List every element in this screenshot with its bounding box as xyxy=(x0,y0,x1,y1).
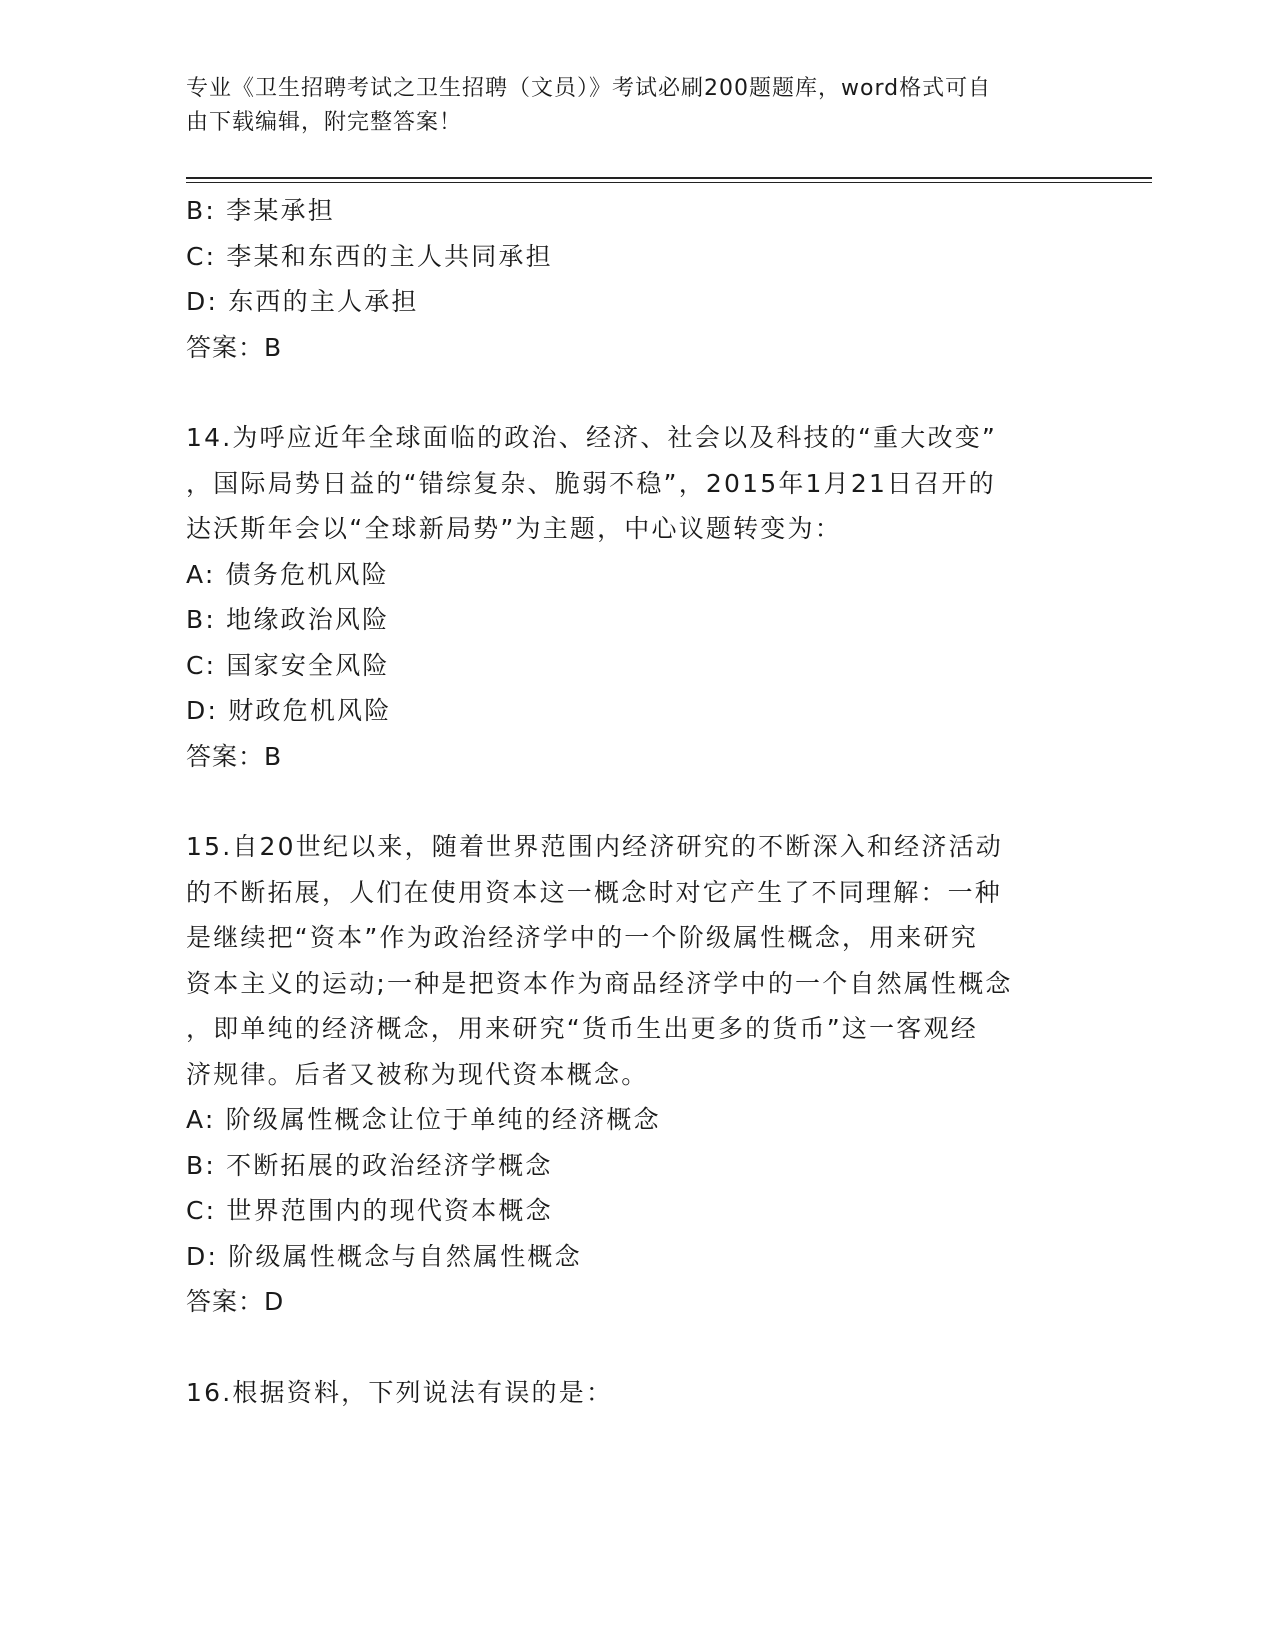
header-divider-thin xyxy=(186,182,1152,183)
option-c: C: 国家安全风险 xyxy=(186,650,390,680)
question-stem-line: 16.根据资料，下列说法有误的是： xyxy=(186,1377,614,1407)
header-line-1: 专业《卫生招聘考试之卫生招聘（文员）》考试必刷200题题库，word格式可自 xyxy=(186,76,992,101)
document-header xyxy=(186,72,1066,140)
option-d: D: 阶级属性概念与自然属性概念 xyxy=(186,1241,582,1271)
answer: 答案：D xyxy=(186,1287,285,1316)
question-stem-line: 资本主义的运动;一种是把资本作为商品经济学中的一个自然属性概念 xyxy=(186,968,1013,998)
question-stem-line: 济规律。后者又被称为现代资本概念。 xyxy=(186,1059,649,1089)
option-d: D: 财政危机风险 xyxy=(186,696,392,725)
answer: 答案：B xyxy=(186,332,283,362)
question-13 xyxy=(186,188,1086,370)
question-stem-line: 达沃斯年会以“全球新局势”为主题，中心议题转变为： xyxy=(186,514,842,543)
option-c: C: 世界范围内的现代资本概念 xyxy=(186,1196,553,1225)
question-stem-line: 是继续把“资本”作为政治经济学中的一个阶级属性概念，用来研究 xyxy=(186,923,978,952)
question-15 xyxy=(186,824,1086,1325)
question-stem-line: 的不断拓展，人们在使用资本这一概念时对它产生了不同理解：一种 xyxy=(186,877,1003,907)
header-divider-thick xyxy=(186,177,1152,179)
answer: 答案：B xyxy=(186,741,283,771)
option-c: C: 李某和东西的主人共同承担 xyxy=(186,241,553,271)
question-stem-line: ，即单纯的经济概念，用来研究“货币生出更多的货币”这一客观经 xyxy=(186,1014,978,1043)
option-b: B: 地缘政治风险 xyxy=(186,605,390,634)
question-stem-line: 14.为呼应近年全球面临的政治、经济、社会以及科技的“重大改变” xyxy=(186,423,998,452)
option-a: A: 债务危机风险 xyxy=(186,559,389,589)
option-d: D: 东西的主人承担 xyxy=(186,287,419,316)
question-14 xyxy=(186,415,1086,779)
header-line-2: 由下载编辑，附完整答案！ xyxy=(186,110,463,135)
option-b: B: 李某承担 xyxy=(186,196,335,225)
question-list xyxy=(186,188,1086,1415)
question-stem-line: 15.自20世纪以来，随着世界范围内经济研究的不断深入和经济活动 xyxy=(186,832,1003,861)
option-b: B: 不断拓展的政治经济学概念 xyxy=(186,1150,553,1180)
question-stem-line: ，国际局势日益的“错综复杂、脆弱不稳”，2015年1月21日召开的 xyxy=(186,468,996,498)
option-a: A: 阶级属性概念让位于单纯的经济概念 xyxy=(186,1105,661,1134)
question-16 xyxy=(186,1370,1086,1416)
